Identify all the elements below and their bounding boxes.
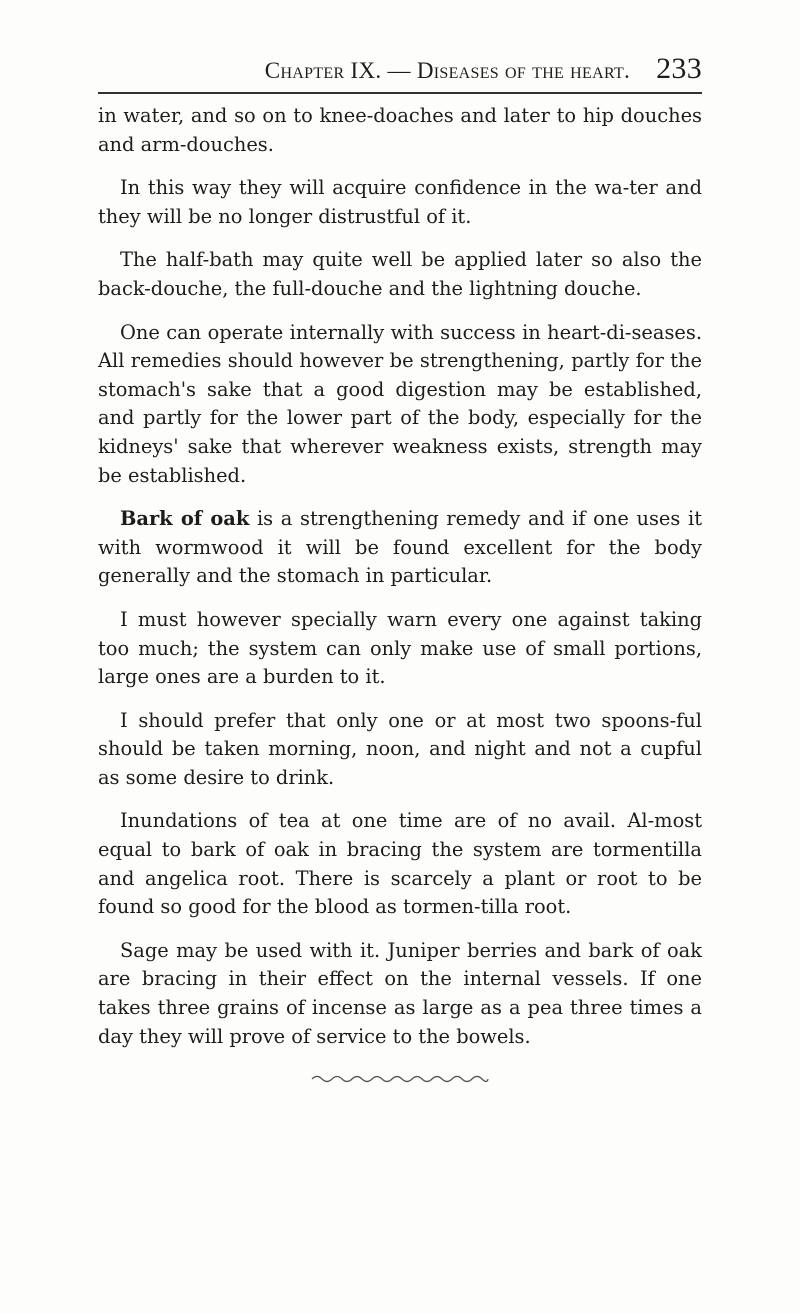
running-header — [98, 52, 702, 94]
wavy-line-icon — [310, 1074, 490, 1084]
paragraph-1: in water, and so on to knee-doaches and later to hip douches and arm-douches. — [98, 104, 702, 156]
paragraph-4: One can operate internally with success in heart-di-seases. All remedies should however be strengthening, partly for the stomach's sake that a good digestion may be established, and partly for the lower part of the body, especially for the kidneys' sake that wherever weakness exists, strength may be established. — [98, 320, 702, 487]
page-number: 233 — [656, 52, 702, 85]
paragraph-9: Sage may be used with it. Juniper berries and bark of oak are bracing in their effect on the internal vessels. If one takes three grains of incense as large as a pea three times a day they will prove of service to the bowels. — [98, 938, 702, 1048]
paragraph-6: I must however specially warn every one against taking too much; the system can only make use of small portions, large ones are a burden to it. — [98, 607, 702, 689]
paragraph-2: In this way they will acquire confidence in the wa-ter and they will be no longer distrustful of it. — [98, 176, 702, 228]
paragraph-5 — [98, 505, 702, 591]
paragraph-5-text: is a strengthening remedy and if one uses it with wormwood it will be found excellent for the body generally and the stomach in particular. — [98, 507, 702, 588]
paragraph-3: The half-bath may quite well be applied later so also the back-douche, the full-douche and the lightning douche. — [98, 248, 702, 300]
page-body — [98, 102, 702, 1051]
bark-of-oak-heading: Bark of oak — [120, 507, 250, 531]
section-end-ornament — [98, 1069, 702, 1088]
paragraph-7: I should prefer that only one or at most two spoons-ful should be taken morning, noon, and night and not a cupful as some desire to drink. — [98, 708, 702, 789]
book-page — [98, 52, 702, 1088]
chapter-title: Chapter IX. — Diseases of the heart. — [264, 58, 631, 83]
paragraph-8: Inundations of tea at one time are of no avail. Al-most equal to bark of oak in bracing the system are tormentilla and angelica root. There is scarcely a plant or root to be found so good for the blood as tormen-tilla root. — [98, 809, 702, 919]
